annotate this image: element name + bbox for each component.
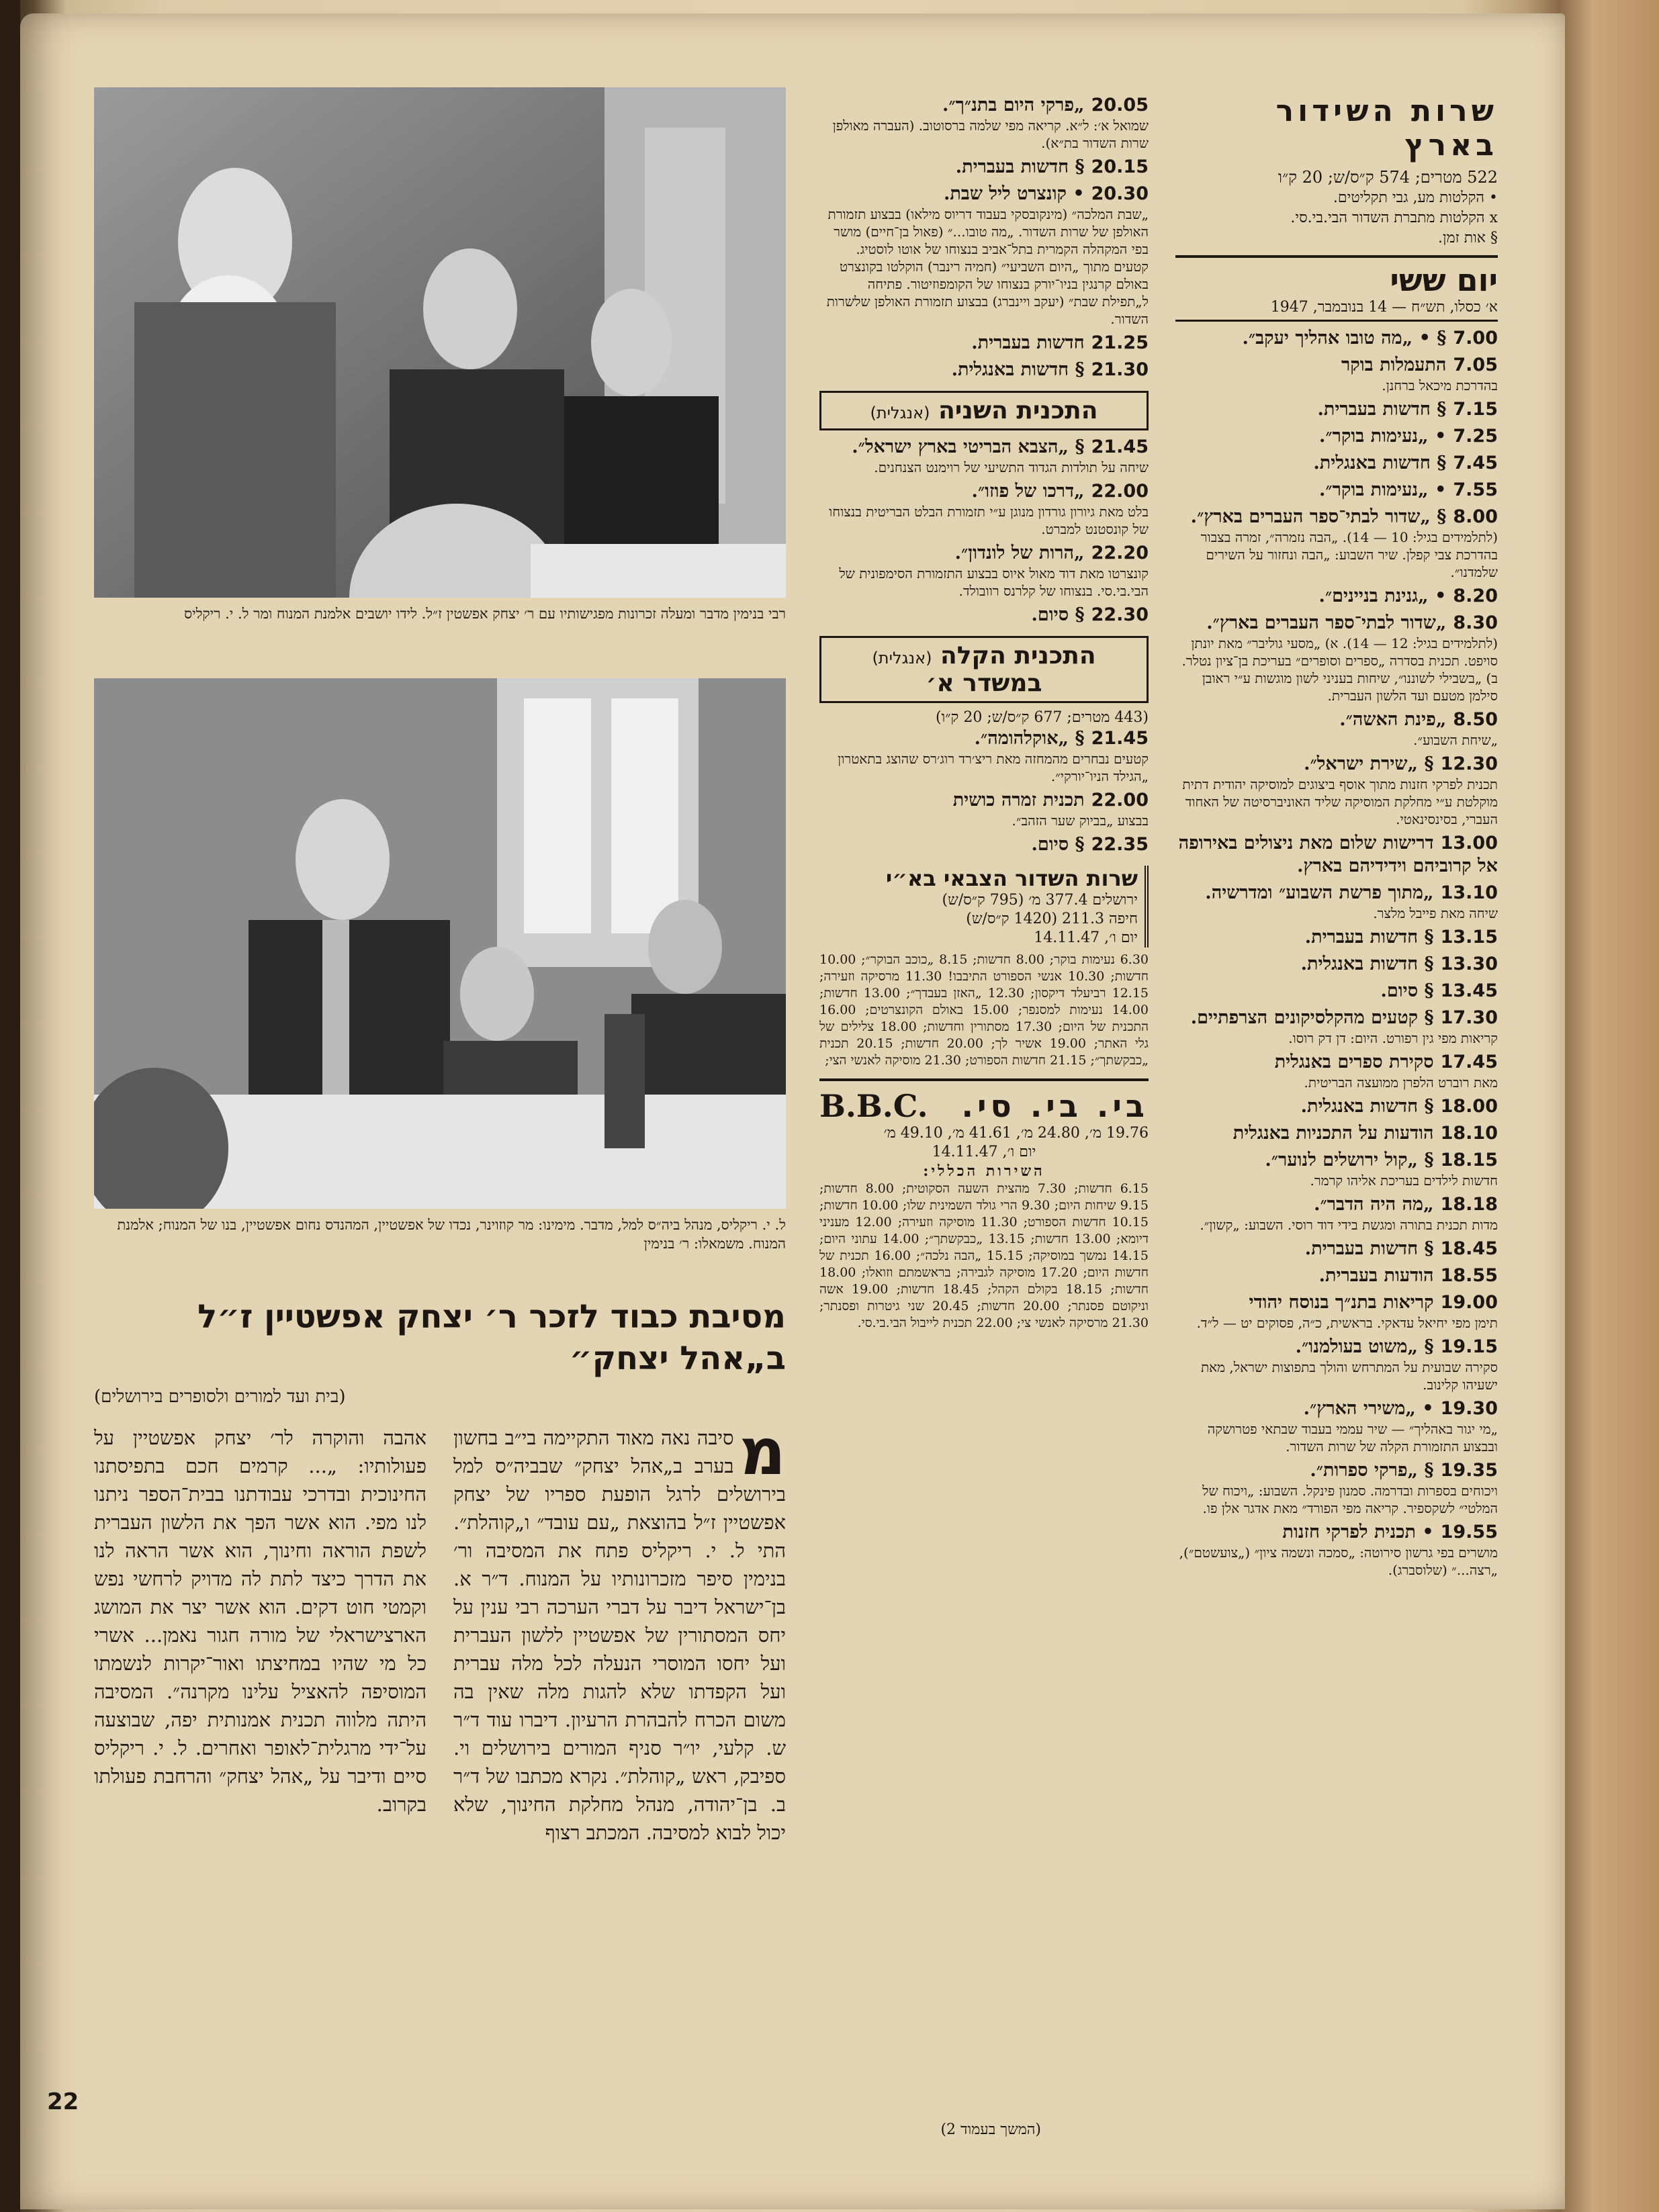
schedule-item-head — [1175, 1193, 1498, 1216]
schedule-item — [1175, 398, 1498, 421]
bbc-heading — [819, 1078, 1149, 1124]
schedule-description: מושרים בפי גרשון סירוטה: „סמכה ונשמה ציון״ („צועשטם״), „רצה...״ (שלוסברג). — [1179, 1545, 1498, 1578]
schedule-title: הודעות בעברית. — [1318, 1265, 1434, 1286]
schedule-title: • קונצרט ליל שבת. — [943, 183, 1085, 204]
schedule-time: 13.00 — [1440, 833, 1498, 854]
schedule-title: „דרכו של פוזו״. — [971, 481, 1085, 502]
schedule-item-head — [1175, 1051, 1498, 1074]
schedule-title: § חדשות בעברית. — [1304, 1238, 1434, 1259]
schedule-description: קונצרטו מאת דוד מאול איוס בבצוע התזמורת הסימפונית של הבי.בי.סי. בנצוחו של קלרנס רוובולד. — [839, 565, 1149, 599]
previous-page-edge — [0, 0, 20, 2212]
second-program-title: התכנית השניה — [938, 397, 1098, 424]
schedule-time: 13.30 — [1440, 954, 1498, 974]
schedule-description: „שבת המלכה״ (מינקובסקי בעבוד דריוס מילאו) בבצוע תזמורת האולפן של שרות השדור. „מה טובו...״ (פאול בן־חיים) מושר בפי המקהלה הקמרית בתל־אביב בנצוחו של אוטו לוסטיג. קטעים מתוך „היום השביעי״ (חמיה רינבר) הוקלטו בקונצרט באולם קרנגין בניו־יורק בנצוחו של הקומפוזיטור. פתיחה ל„תפילת שבת״ (יעקב ויינברג) בבצוע תזמורת האולפן שלשרות השדור. — [826, 206, 1149, 327]
schedule-title: „הרות של לונדון״. — [954, 543, 1085, 563]
schedule-description: בלט מאת גיורון גורדון מנוגן ע״י תזמורת הבלט הבריטית בנצוחו של קונסטנט למברט. — [829, 504, 1149, 537]
legend-item: § אות זמן. — [1437, 230, 1498, 246]
continued-note: (המשך בעמוד 2) — [940, 2121, 1041, 2138]
schedule-item-head — [819, 480, 1149, 503]
schedule-item — [1175, 612, 1498, 704]
bbc-schedule: 6.15 חדשות; 7.30 מהצית השעה הסקוטית; 8.00 חדשות; 9.15 שיחות היום; 9.30 הרי גולד השמינית שלו; 10.00 חדשות; 10.15 חדשות הספורט; 11.30 מוסיקה וזעירה; 12.00 מעניני דיומא; 13.00 חדשות; 13.15 „כבקשתך״; 14.00 עתוני היום; 14.15 נמשך במוסיקה; 15.15 „הבה נלכה״; 16.00 תכנית של חדשות היום; 17.20 מוסיקה לגבירה; בראשמתם וזואלו; 18.00 חדשות; 18.15 בקולם הקהל; 18.45 חדשות; 19.00 אשה וניקוטם פסנתר; 20.00 חדשות; 20.45 שני גיטרות ופסנתר; 21.30 מרסיקה לאנשי צי; 22.00 תכנית לייבול הבי.בי.סי. — [819, 1181, 1149, 1330]
army-radio-line: יום ו׳, 14.11.47 — [1034, 929, 1138, 946]
article-text-1: סיבה נאה מאוד התקיימה בי״ב בחשון בערב ב„אהל יצחק״ שבביה״ס למל בירושלים לרגל הופעת ספריו של יצחק אפשטיין ז״ל בהוצאת „עם עובד״ ו„קוהלת״. התי ל. י. ריקליס פתח את המסיבה ור׳ בנימין סיפר מזכרונותיו על המנוח. ד״ר א. בן־ישראל דיבר על דברי הערכה רבי ענין על יחס המסתורין של אפשטיין ללשון העברית ועל יחסו המוסרי הנעלה לכל מלה עברית ועל הקפדתו שלא להגות מלה שאין בה משום הכרח להבהרת הרעיון. דיברו עוד ד״ר ש. קלעי, יו״ר סניף המורים בירושלים וי. ספיבק, ראש „קוהלת״. נקרא מכתבו של ד״ר ב. בן־יהודה, מנהל מחלקת החינוך, שלא יכול לבוא למסיבה. המכתב רצוף — [453, 1426, 786, 1844]
service-frequency: 522 מטרים; 574 ק״ס/ש; 20 ק״ו — [1277, 168, 1498, 187]
schedule-item-head — [1175, 832, 1498, 878]
schedule-time: 21.30 — [1091, 359, 1149, 380]
army-radio-heading — [819, 866, 1149, 948]
army-radio-schedule: 6.30 נעימות בוקר; 8.00 חדשות; 8.15 „כוכב הבוקר״; 10.00 חדשות; 10.30 אנשי הספורט התיבבו! 11.30 מרסיקה וזעירה; 12.15 רביעלד דיקסון; 12.30 „האזן בעבדך״; 13.00 חדשות; 14.00 נעימות למסנפר; 15.00 באולם הקונצרטים; 16.00 התכנית של היום; 17.30 מסתורין וחדשות; 18.00 צלילים של גלי האתר; 19.00 אשיר לך; 20.00 חדשות; 20.15 תכנית „כבקשתך״; 21.15 חדשות הספורט; 21.30 מוסיקה לאנשי הצי; — [819, 952, 1149, 1068]
schedule-item — [819, 436, 1149, 476]
schedule-item-head — [819, 183, 1149, 205]
schedule-time: 13.45 — [1440, 980, 1498, 1001]
schedule-item — [1175, 926, 1498, 949]
schedule-time: 18.55 — [1440, 1265, 1498, 1286]
photo-bottom — [94, 678, 786, 1209]
schedule-item-head — [1175, 1336, 1498, 1358]
schedule-item-head — [1175, 1521, 1498, 1544]
schedule-title: • תכנית לפרקי חזנות — [1282, 1522, 1434, 1542]
schedule-time: 21.45 — [1091, 728, 1149, 749]
schedule-item-head — [1175, 1397, 1498, 1420]
schedule-description: „מי יגור באהליך״ — שיר עממי בעבוד שבתאי פטרושקה ובבצוע התזמורת הקלה של שרות השדור. — [1207, 1421, 1498, 1455]
service-title: שרות השידור בארץ — [1275, 94, 1498, 163]
schedule-time: 18.15 — [1440, 1150, 1498, 1170]
light-program-subtitle: במשדר א׳ — [926, 670, 1042, 697]
schedule-item — [1175, 1459, 1498, 1517]
schedule-item — [1175, 1521, 1498, 1579]
article-area — [94, 87, 786, 2203]
schedule-item-head — [819, 332, 1149, 355]
schedule-time: 20.15 — [1091, 156, 1149, 177]
schedule-item — [1175, 1291, 1498, 1332]
photo-top — [94, 87, 786, 598]
legend-item: • הקלטות מע, גבי תקליטים. — [1333, 189, 1498, 206]
schedule-item — [1175, 506, 1498, 581]
schedule-item-head — [1175, 1095, 1498, 1118]
schedule-time: 22.00 — [1091, 790, 1149, 811]
army-radio-line: ירושלים 377.4 מ׳ (795 ק״ס/ש) — [942, 892, 1138, 909]
schedule-item-head — [819, 359, 1149, 381]
schedule-time: 21.45 — [1091, 436, 1149, 457]
schedule-title: § חדשות באנגלית. — [1313, 453, 1447, 473]
schedule-time: 7.05 — [1453, 355, 1498, 375]
page-number: 22 — [47, 2088, 79, 2115]
article-text-2: אהבה והוקרה לר׳ יצחק אפשטיין על פעולותיו: „... קרמים חכם בתפיסתנו החינוכית ובדרכי עבודתנו בבית־הספר ניתנו לנו מפי. הוא אשר הפך את הלשון העברית לשפת הוראה וחינוך, הוא אשר הראה לנו את הדרך כיצד לתת לה מדויק לרחשי נפש וקמטי חוט דקים. הוא אשר יצר את המושג הארצישראלי של מורה חגור נאמן... אשרי כל מי שהיו במחיצתו ואור־יקרות לנשמתו המוסיפה להאציל עלינו מקרנה״. המסיבה היתה מלווה תכנית אמנותית יפה, שבוצעה על־ידי מרגלית־לאופר ואחרים. ל. י. ריקליס סיים ודיבר על „אהל יצחק״ והרחבת פעולתו בקרוב. — [94, 1426, 427, 1816]
schedule-description: (לתלמידים בגיל: 12 — 14). א) „מסעי גוליבר״ מאת יונתן סויפט. תכנית בסדרה „ספרים וסופרים״ בעריכת בן־ציון נטלר. ב) „בשבילי לשוננו״, שיחות בעניני לשון מוגשות ע״י ראובן סילמן מטעם ועד הלשון העברית. — [1181, 635, 1498, 704]
legend — [1175, 188, 1498, 248]
schedule-time: 8.50 — [1453, 709, 1498, 730]
bbc-title-hebrew: בי. בי. סי. — [961, 1088, 1149, 1124]
schedule-time: 8.00 — [1453, 506, 1498, 527]
schedule-title: • „גנינת בניינים״. — [1318, 586, 1447, 606]
schedule-item-head — [1175, 882, 1498, 905]
schedule-description: חדשות לילדים בעריכת אליהו קרמר. — [1310, 1172, 1498, 1189]
schedule-time: 17.30 — [1440, 1007, 1498, 1028]
schedule-item — [1175, 1095, 1498, 1118]
schedule-item-head — [1175, 354, 1498, 377]
schedule-item — [1175, 980, 1498, 1003]
schedule-title: • „נעימות בוקר״. — [1318, 426, 1447, 447]
schedule-title: • „משירי הארץ״. — [1303, 1398, 1434, 1419]
schedule-item-head — [1175, 980, 1498, 1003]
schedule-item — [1175, 354, 1498, 394]
schedule-item-head — [1175, 1122, 1498, 1145]
schedule-item-head — [819, 156, 1149, 179]
schedule-time: 7.55 — [1453, 479, 1498, 500]
schedule-item-head — [819, 604, 1149, 627]
schedule-description: מדות תכנית בתורה ומגשת בידי דוד רוסי. השבוע: „קשון״. — [1200, 1217, 1498, 1233]
schedule-time: 19.15 — [1440, 1336, 1498, 1357]
schedule-time: 18.18 — [1440, 1194, 1498, 1215]
bbc-general-service: השירות הכללי: — [923, 1162, 1045, 1180]
schedule-description: קטעים נבחרים מהמחזה מאת ריצ׳רד רוג׳רס שהוצג בתאטרון „הגילד הניו־יורקי״. — [838, 751, 1149, 784]
light-program-heading — [819, 636, 1149, 703]
magazine-page — [20, 13, 1565, 2209]
schedule-item — [819, 542, 1149, 600]
schedule-item-head — [1175, 398, 1498, 421]
schedule-title: § „משוט בעולמנו״. — [1295, 1336, 1434, 1357]
schedule-item-head — [1175, 506, 1498, 528]
schedule-item — [1175, 1193, 1498, 1234]
schedule-item — [819, 94, 1149, 152]
schedule-item-head — [1175, 1007, 1498, 1029]
light-program-frequency: (443 מטרים; 677 ק״ס/ש; 20 ק״ו) — [935, 709, 1149, 726]
schedule-title: § „פרקי ספרות״. — [1310, 1460, 1434, 1481]
second-program-language: (אנגלית) — [870, 404, 930, 422]
schedule-time: 8.30 — [1453, 612, 1498, 633]
article-body — [94, 1414, 786, 1847]
schedule-item-head — [819, 727, 1149, 750]
schedule-item-head — [819, 436, 1149, 459]
schedule-title: § „שירת ישראל״. — [1304, 753, 1434, 774]
schedule-title: סקירת ספרים באנגלית — [1274, 1052, 1434, 1072]
schedule-description: קריאות מפי גין רפורט. היום: דן דק רוסו. — [1288, 1030, 1498, 1046]
schedule-description: בהדרכת מיכאל ברחנן. — [1382, 377, 1498, 394]
schedule-title: „פרקי היום בתנ״ך״. — [942, 95, 1085, 116]
schedule-time: 19.30 — [1440, 1398, 1498, 1419]
schedule-item-head — [1175, 1264, 1498, 1287]
schedule-item — [1175, 953, 1498, 976]
photo-top-caption: רבי בנימין מדבר ומעלה זכרונות מפגישותיו עם ר׳ יצחק אפשטין ז״ל. לידו יושבים אלמנת המנוח ומר ל. י. ריקליס — [184, 606, 786, 622]
schedule-item — [1175, 753, 1498, 828]
schedule-item-head — [1175, 1291, 1498, 1314]
schedule-title: § חדשות בעברית. — [1304, 927, 1434, 948]
schedule-title: „מתוך פרשת השבוע״ ומדרשיה. — [1205, 882, 1434, 903]
schedule-item-head — [1175, 327, 1498, 350]
article-subtitle: (בית ועד למורים ולסופרים בירושלים) — [94, 1387, 346, 1407]
schedule-item — [1175, 1397, 1498, 1455]
schedule-column-2 — [819, 94, 1149, 1332]
schedule-item — [819, 359, 1149, 381]
army-radio-title: שרות השדור הצבאי בא״י — [885, 866, 1138, 891]
schedule-time: 22.30 — [1091, 604, 1149, 625]
schedule-title: „מה היה הדבר״. — [1314, 1194, 1434, 1215]
schedule-time: 12.30 — [1440, 753, 1498, 774]
schedule-title: חדשות בעברית. — [971, 332, 1085, 353]
schedule-item-head — [819, 833, 1149, 856]
schedule-title: • „נעימות בוקר״. — [1318, 479, 1447, 500]
schedule-item — [1175, 479, 1498, 502]
schedule-description: תימן מפי יחיאל עדאקי. בראשית, כ״ה, פסוקים יט — ל״ד. — [1196, 1315, 1498, 1331]
schedule-time: 20.30 — [1091, 183, 1149, 204]
second-program-schedule — [819, 436, 1149, 627]
schedule-time: 19.35 — [1440, 1460, 1498, 1481]
schedule-item — [1175, 1007, 1498, 1047]
schedule-column — [1175, 94, 1498, 1583]
schedule-description: שיחה על תולדות הגדוד התשיעי של רוימנט הצנחנים. — [874, 459, 1149, 475]
schedule-item — [1175, 1051, 1498, 1091]
schedule-description: מאת רוברט הלפרן ממועצה הבריטית. — [1304, 1074, 1498, 1091]
schedule-time: 7.15 — [1453, 399, 1498, 420]
schedule-title: § סיום. — [1031, 604, 1085, 625]
schedule-item — [1175, 708, 1498, 749]
schedule-description: (לתלמידים בגיל: 10 — 14). „הבה נזמרה״, זמרה בצבור בהדרכת צבי קפלן. שיר השבוע: „הבה ונחזור על השירים שלמדנו״. — [1200, 529, 1498, 580]
schedule-description: בבצוע „בביוק שער הזהב״. — [1012, 813, 1149, 829]
schedule-time: 19.00 — [1440, 1292, 1498, 1313]
schedule-item — [1175, 882, 1498, 922]
article-column-2 — [94, 1424, 427, 1847]
schedule-item — [819, 789, 1149, 829]
schedule-time: 7.45 — [1453, 453, 1498, 473]
army-radio-line: חיפה 211.3 (1420 ק״ס/ש) — [966, 911, 1138, 927]
schedule-time: 18.45 — [1440, 1238, 1498, 1259]
schedule-item — [1175, 1122, 1498, 1145]
photo-bottom-caption: ל. י. ריקליס, מנהל ביה״ס למל, מדבר. מימינו: מר קוזוינר, נכדו של אפשטיין, המהנדס נחום אפשטיין, בנו של המנוח; אלמנת המנוח. משמאלו: ר׳ בנימין — [117, 1217, 786, 1252]
photo-bottom-image — [94, 678, 786, 1209]
schedule-title: „פינת האשה״. — [1339, 709, 1447, 730]
schedule-item-head — [1175, 926, 1498, 949]
schedule-title: תכנית זמרה כושית — [952, 790, 1085, 811]
schedule-title: דרישות שלום מאת ניצולים באירופה אל קרוביהם וידידיהם בארץ. — [1178, 833, 1498, 876]
schedule-title: התעמלות בוקר — [1341, 355, 1447, 375]
schedule-item — [1175, 1264, 1498, 1287]
light-program-language: (אנגלית) — [872, 649, 932, 667]
schedule-description: שמואל א׳: ל״א. קריאה מפי שלמה ברסוטוב. (העברה מאולפן שרות השדור בת״א). — [832, 118, 1149, 151]
schedule-item-head — [1175, 1238, 1498, 1260]
schedule-title: „שדור לבתי־ספר העברים בארץ״. — [1206, 612, 1447, 633]
schedule-title: § קטעים מהקלסיקונים הצרפתיים. — [1190, 1007, 1434, 1028]
schedule-time: 20.05 — [1091, 95, 1149, 116]
schedule-title: § „קול ירושלים לנוער״. — [1265, 1150, 1434, 1170]
schedule-item-head — [1175, 953, 1498, 976]
schedule-item — [819, 183, 1149, 328]
photo-top-image — [94, 87, 786, 598]
schedule-title: § חדשות באנגלית. — [951, 359, 1085, 380]
schedule-title: § חדשות בעברית. — [955, 156, 1085, 177]
schedule-title: § „שדור לבתי־ספר העברים בארץ״. — [1190, 506, 1447, 527]
day-title: יום ששי — [1175, 255, 1498, 298]
drop-cap: מ — [739, 1414, 786, 1489]
schedule-description: תכנית לפרקי חזנות מתוך אוסף ביצוגים למוסיקה יהודית דתית מוקלטת ע״י מחלקת המוסיקה שליד האוניברסיטה של האחוד העברי, בסינסינאטי. — [1182, 776, 1498, 827]
schedule-item-head — [1175, 1149, 1498, 1172]
schedule-title: קריאות בתנ״ך בנוסח יהודי — [1249, 1292, 1434, 1313]
schedule-item — [819, 480, 1149, 538]
schedule-time: 18.00 — [1440, 1096, 1498, 1117]
day-date: א׳ כסלו, תש״ח — 14 בנובמבר, 1947 — [1175, 298, 1498, 322]
schedule-time: 22.20 — [1091, 543, 1149, 563]
legend-item: x הקלטות מתברת השדור הבי.בי.סי. — [1290, 210, 1498, 226]
schedule-title: § • „מה טובו אהליך יעקב״. — [1242, 328, 1447, 349]
schedule-description: „שיחת השבוע״. — [1413, 732, 1498, 748]
schedule-description: שיחה מאת פייבל מלצר. — [1373, 905, 1498, 921]
light-program-title: התכנית הקלה — [940, 642, 1096, 670]
schedule-item — [819, 833, 1149, 856]
schedule-item — [1175, 425, 1498, 448]
schedule-time: 19.55 — [1440, 1522, 1498, 1542]
schedule-item-head — [1175, 708, 1498, 731]
schedule-time: 13.15 — [1440, 927, 1498, 948]
schedule-time: 21.25 — [1091, 332, 1149, 353]
schedule-item-head — [819, 542, 1149, 565]
schedule-item — [1175, 585, 1498, 608]
schedule-time: 22.00 — [1091, 481, 1149, 502]
schedule-time: 7.00 — [1453, 328, 1498, 349]
schedule-item — [819, 332, 1149, 355]
article-title: מסיבת כבוד לזכר ר׳ יצחק אפשטיין ז״ל ב„אהל יצחק״ — [197, 1298, 786, 1377]
schedule-item — [819, 727, 1149, 785]
schedule-title: § „הצבא הבריטי בארץ ישראל״. — [852, 436, 1085, 457]
schedule-item — [819, 604, 1149, 627]
schedule-item — [1175, 1149, 1498, 1189]
light-program-schedule — [819, 727, 1149, 856]
schedule-item-head — [1175, 425, 1498, 448]
schedule-item — [1175, 1238, 1498, 1260]
schedule-item-head — [1175, 612, 1498, 635]
schedule-title: § „אוקלהומה״. — [974, 728, 1085, 749]
schedule-description: ויכוחים בספרות ובדרמה. סמנון פינקל. השבוע: „ויכוח של המלטי״ לשקספיר. קריאה מפי הפורד״ מאת אדגר אלן פו. — [1202, 1483, 1498, 1516]
schedule-time: 7.25 — [1453, 426, 1498, 447]
schedule-title: § חדשות בעברית. — [1317, 399, 1447, 420]
schedule-time: 18.10 — [1440, 1123, 1498, 1144]
schedule-list — [1175, 327, 1498, 1579]
bbc-frequency: 19.76 מ׳, 24.80 מ׳, 41.61 מ׳, 49.10 מ׳ — [883, 1125, 1149, 1142]
schedule-item-head — [819, 94, 1149, 117]
schedule-time: 17.45 — [1440, 1052, 1498, 1072]
schedule-item-head — [1175, 753, 1498, 776]
schedule-title: § חדשות באנגלית. — [1300, 1096, 1434, 1117]
schedule-description: סקירה שבועית על המתרחש והולך בתפוצות ישראל, מאת ישעיהו קלינוב. — [1200, 1359, 1498, 1393]
bbc-date: יום ו׳, 14.11.47 — [932, 1144, 1036, 1160]
schedule-item — [1175, 327, 1498, 350]
schedule-title: § סיום. — [1031, 834, 1085, 855]
schedule-item — [819, 156, 1149, 179]
second-program-heading — [819, 391, 1149, 430]
schedule-item — [1175, 1336, 1498, 1393]
schedule-item — [1175, 452, 1498, 475]
schedule-time: 22.35 — [1091, 834, 1149, 855]
schedule-title: הודעות על התכניות באנגלית — [1232, 1123, 1434, 1144]
schedule-title: § סיום. — [1380, 980, 1434, 1001]
schedule-item-head — [819, 789, 1149, 812]
schedule-item-head — [1175, 452, 1498, 475]
evening-schedule — [819, 94, 1149, 381]
schedule-item-head — [1175, 585, 1498, 608]
schedule-title: § חדשות באנגלית. — [1300, 954, 1434, 974]
schedule-time: 8.20 — [1453, 586, 1498, 606]
schedule-item-head — [1175, 1459, 1498, 1482]
next-pages-edge — [1565, 0, 1632, 2212]
schedule-time: 13.10 — [1440, 882, 1498, 903]
bbc-title-latin: B.B.C. — [819, 1088, 928, 1124]
schedule-item — [1175, 832, 1498, 878]
article-column-1 — [453, 1414, 786, 1847]
schedule-item-head — [1175, 479, 1498, 502]
